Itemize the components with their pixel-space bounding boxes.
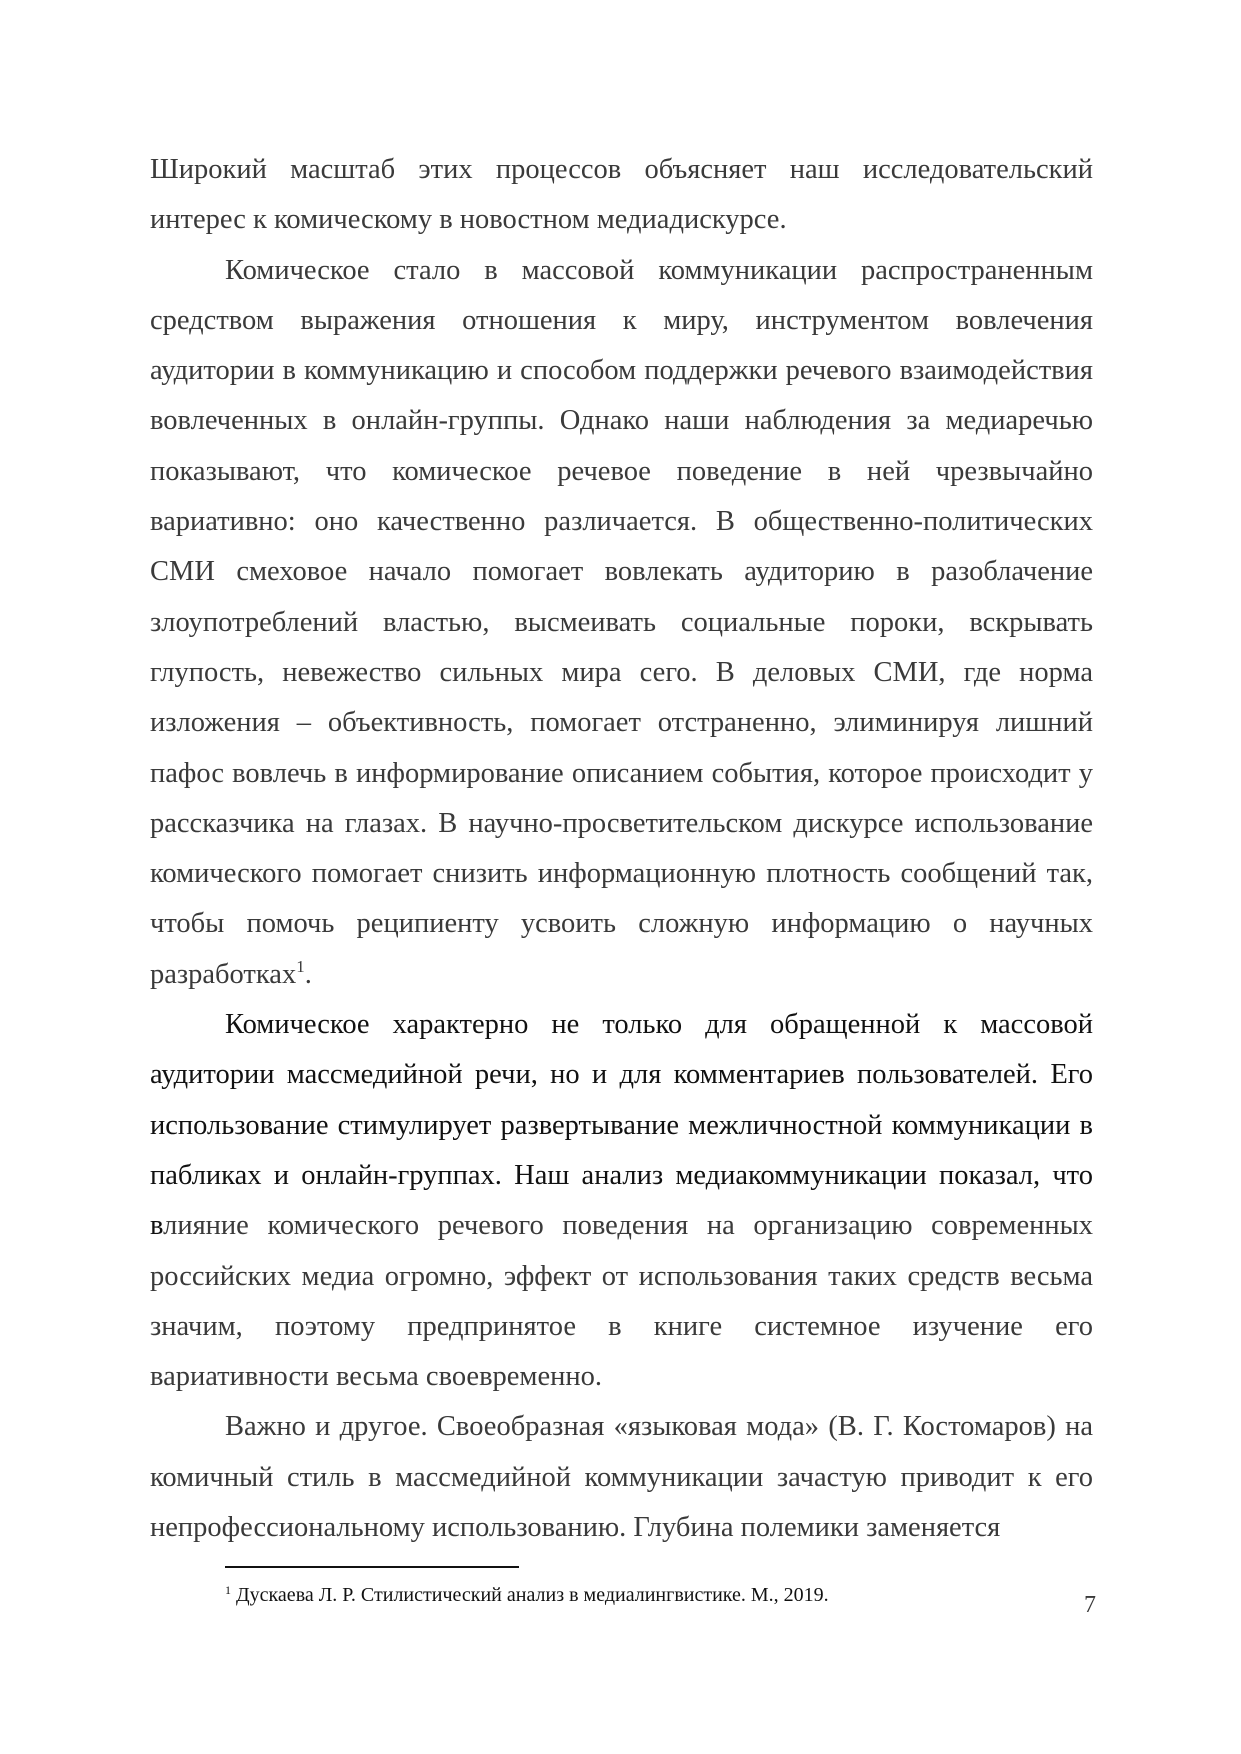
footnote-separator — [225, 1566, 519, 1568]
paragraph-2 — [150, 246, 1093, 1000]
footnote — [225, 1583, 829, 1607]
page-number: 7 — [1084, 1592, 1096, 1618]
paragraph-3-dark-text: Комическое характерно не только для обращенной к массовой аудитории массмедийной речи, но и для комментариев пользователей. Его использование стимулирует развертывание межличностной коммуникации в пабликах и онлайн-группах. Наш анализ медиакоммуникации показал, что в — [150, 1009, 1093, 1242]
paragraph-4: Важно и другое. Своеобразная «языковая мода» (В. Г. Костомаров) на комичный стиль в массмедийной коммуникации зачастую приводит к его непрофессиональному использованию. Глубина полемики заменяется — [150, 1411, 1093, 1544]
footnote-ref-1[interactable]: 1 — [296, 956, 305, 976]
paragraph-3-text: лияние комического речевого поведения на организацию современных российских медиа огромно, эффект от использования таких средств весьма значим, поэтому предпринятое в книге системное изучение его вариативности весьма своевременно. — [150, 1210, 1093, 1393]
paragraph-3 — [150, 1000, 1093, 1402]
paragraph-2-text: Комическое стало в массовой коммуникации распространенным средством выражения отношения к миру, инструментом вовлечения аудитории в коммуникацию и способом поддержки речевого взаимодействия вовлеченных в онлайн-группы. Однако наши наблюдения за медиаречью показывают, что комическое речевое поведение в ней чрезвычайно вариативно: оно качественно различается. В общественно-политических СМИ смеховое начало помогает вовлекать аудиторию в разоблачение злоупотреблений властью, высмеивать социальные пороки, вскрывать глупость, невежество сильных мира сего. В деловых СМИ, где норма изложения – объективность, помогает отстраненно, элиминируя лишний пафос вовлечь в информирование описанием события, которое происходит у рассказчика на глазах. В научно-просветительском дискурсе использование комического помогает снизить информационную плотность сообщений так, чтобы помочь реципиенту усвоить сложную информацию о научных разработках — [150, 254, 1093, 990]
footnote-text: Дускаева Л. Р. Стилистический анализ в медиалингвистике. М., 2019. — [231, 1584, 829, 1606]
body-text — [150, 145, 1093, 1553]
paragraph-2-end: . — [304, 958, 312, 990]
footnote-marker: 1 — [225, 1583, 231, 1597]
paragraph-1: Широкий масштаб этих процессов объясняет наш исследовательский интерес к комическому в новостном медиадискурсе. — [150, 154, 1093, 236]
